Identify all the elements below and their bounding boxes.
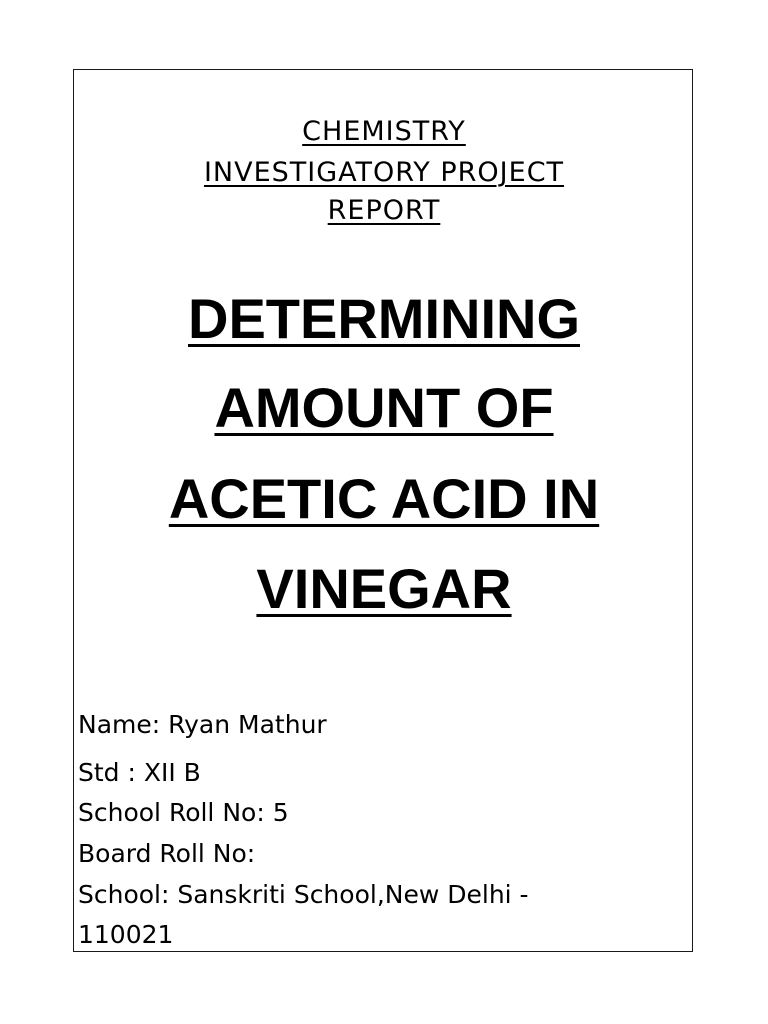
school-name: School: Sanskriti School,New Delhi - (78, 880, 529, 909)
board-roll-number: Board Roll No: (78, 839, 256, 868)
report-subject: CHEMISTRY (302, 116, 466, 147)
project-title-line-4: VINEGAR (256, 557, 512, 620)
project-title-line-3: ACETIC ACID IN (168, 467, 600, 530)
student-standard: Std : XII B (78, 758, 201, 787)
project-title-line-1: DETERMINING (188, 287, 580, 350)
report-type: INVESTIGATORY PROJECT (203, 157, 565, 188)
report-label: REPORT (327, 195, 441, 226)
school-roll-number: School Roll No: 5 (78, 798, 289, 827)
project-title-line-2: AMOUNT OF (214, 376, 554, 439)
student-name: Name: Ryan Mathur (78, 710, 327, 739)
school-pincode: 110021 (78, 920, 174, 949)
